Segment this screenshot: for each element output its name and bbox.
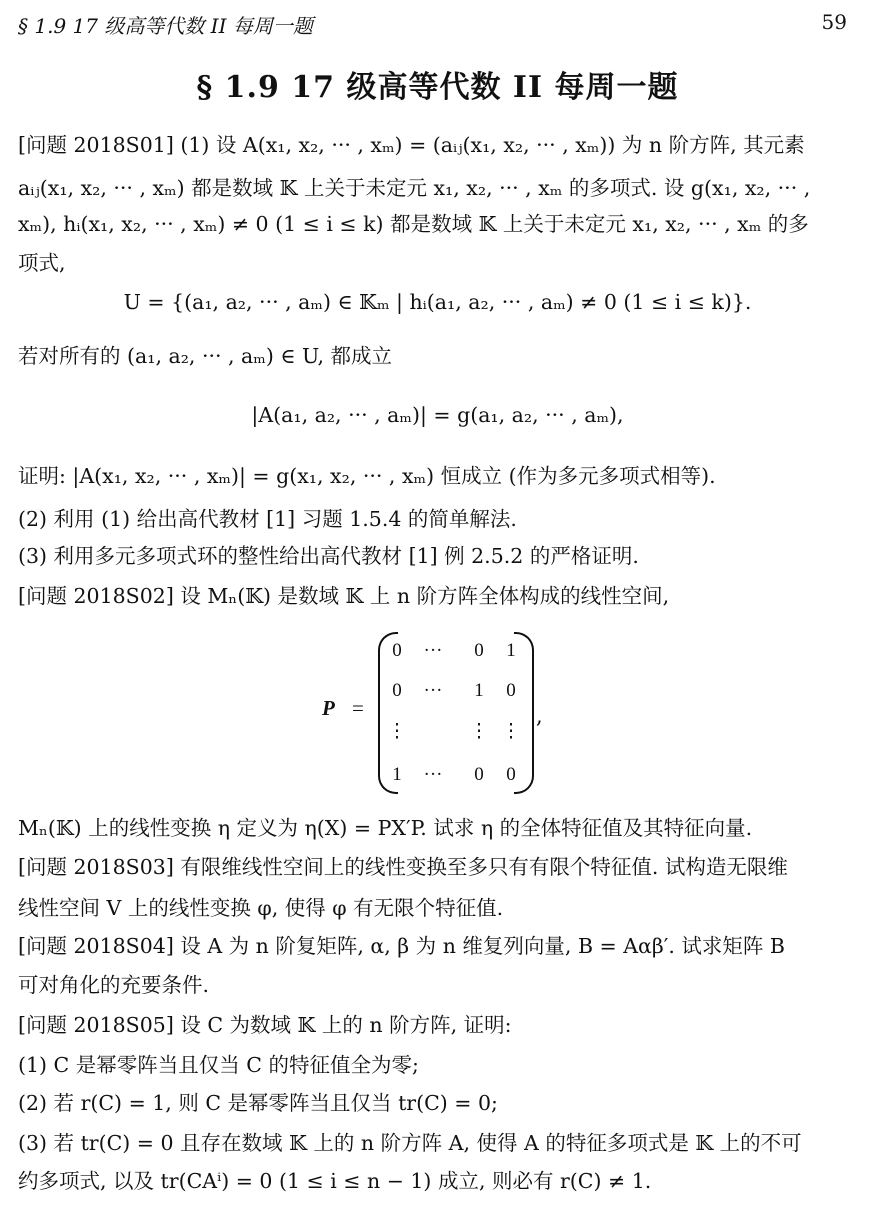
problem-2018s01-line-1: [问题 2018S01] (1) 设 A(x₁, x₂, ··· , xₘ) = (aᵢⱼ(x₁, x₂, ··· , xₘ)) 为 n 阶方阵, 其元素 (18, 133, 805, 157)
problem-2018s01-line-6: 证明: |A(x₁, x₂, ··· , xₘ)| = g(x₁, x₂, ··· , xₘ) 恒成立 (作为多元多项式相等). (18, 464, 716, 488)
problem-2018s01-line-2: aᵢⱼ(x₁, x₂, ··· , xₘ) 都是数域 𝕂 上关于未定元 x₁, x₂, ··· , xₘ 的多项式. 设 g(x₁, x₂, ··· , (18, 176, 811, 200)
problem-2018s05-part-3-line-2: 约多项式, 以及 tr(CAⁱ) = 0 (1 ≤ i ≤ n − 1) 成立, 则必有 r(C) ≠ 1. (18, 1169, 652, 1193)
matrix-label: P (322, 696, 335, 720)
matrix-cell: ⋮ (501, 721, 521, 742)
matrix-cell: ··· (423, 680, 443, 701)
problem-2018s02-line-1: [问题 2018S02] 设 Mₙ(𝕂) 是数域 𝕂 上 n 阶方阵全体构成的线性空间, (18, 584, 670, 608)
matrix-cell: 0 (474, 640, 484, 661)
matrix-cell: 1 (474, 680, 484, 701)
determinant-equation: |A(a₁, a₂, ··· , aₘ)| = g(a₁, a₂, ··· , aₘ), (251, 403, 624, 427)
problem-2018s02-line-2: Mₙ(𝕂) 上的线性变换 η 定义为 η(X) = PX′P. 试求 η 的全体特征值及其特征向量. (18, 816, 753, 840)
problem-2018s01-line-5: 若对所有的 (a₁, a₂, ··· , aₘ) ∈ U, 都成立 (18, 344, 392, 368)
matrix-trailing-comma: , (536, 704, 543, 728)
problem-2018s03-line-2: 线性空间 V 上的线性变换 φ, 使得 φ 有无限个特征值. (18, 896, 504, 920)
problem-2018s05-line-1: [问题 2018S05] 设 C 为数域 𝕂 上的 n 阶方阵, 证明: (18, 1013, 512, 1037)
problem-2018s05-part-2: (2) 若 r(C) = 1, 则 C 是幂零阵当且仅当 tr(C) = 0; (18, 1091, 498, 1115)
matrix-cell: ··· (423, 640, 443, 661)
page-number: 59 (821, 10, 847, 34)
set-u-definition: U = {(a₁, a₂, ··· , aₘ) ∈ 𝕂ₘ | hᵢ(a₁, a₂, ··· , aₘ) ≠ 0 (1 ≤ i ≤ k)}. (123, 290, 752, 314)
problem-2018s05-part-3-line-1: (3) 若 tr(C) = 0 且存在数域 𝕂 上的 n 阶方阵 A, 使得 A 的特征多项式是 𝕂 上的不可 (18, 1131, 802, 1155)
matrix-cell: 0 (506, 764, 516, 785)
section-title: § 1.9 17 级高等代数 II 每周一题 (196, 70, 679, 105)
problem-2018s01-part-2: (2) 利用 (1) 给出高代教材 [1] 习题 1.5.4 的简单解法. (18, 507, 517, 531)
problem-2018s05-part-1: (1) C 是幂零阵当且仅当 C 的特征值全为零; (18, 1053, 419, 1077)
running-head: § 1.9 17 级高等代数 II 每周一题 (18, 14, 313, 38)
matrix-cell: 1 (392, 764, 402, 785)
matrix-cell: 0 (506, 680, 516, 701)
matrix-cell: 0 (392, 640, 402, 661)
matrix-cell: 0 (474, 764, 484, 785)
problem-2018s04-line-1: [问题 2018S04] 设 A 为 n 阶复矩阵, α, β 为 n 维复列向量, B = Aαβ′. 试求矩阵 B (18, 934, 785, 958)
problem-2018s01-part-3: (3) 利用多元多项式环的整性给出高代教材 [1] 例 2.5.2 的严格证明. (18, 544, 639, 568)
matrix-cell: 1 (506, 640, 516, 661)
problem-2018s03-line-1: [问题 2018S03] 有限维线性空间上的线性变换至多只有有限个特征值. 试构造无限维 (18, 855, 788, 879)
matrix-cell: 0 (392, 680, 402, 701)
problem-2018s01-line-4: 项式, (18, 251, 66, 275)
matrix-equals: = (352, 696, 364, 720)
problem-2018s01-line-3: xₘ), hᵢ(x₁, x₂, ··· , xₘ) ≠ 0 (1 ≤ i ≤ k) 都是数域 𝕂 上关于未定元 x₁, x₂, ··· , xₘ 的多 (18, 212, 809, 236)
matrix-cell: ⋮ (469, 721, 489, 742)
problem-2018s04-line-2: 可对角化的充要条件. (18, 973, 210, 997)
matrix-cell: ··· (423, 764, 443, 785)
matrix-cell: ⋮ (387, 721, 407, 742)
